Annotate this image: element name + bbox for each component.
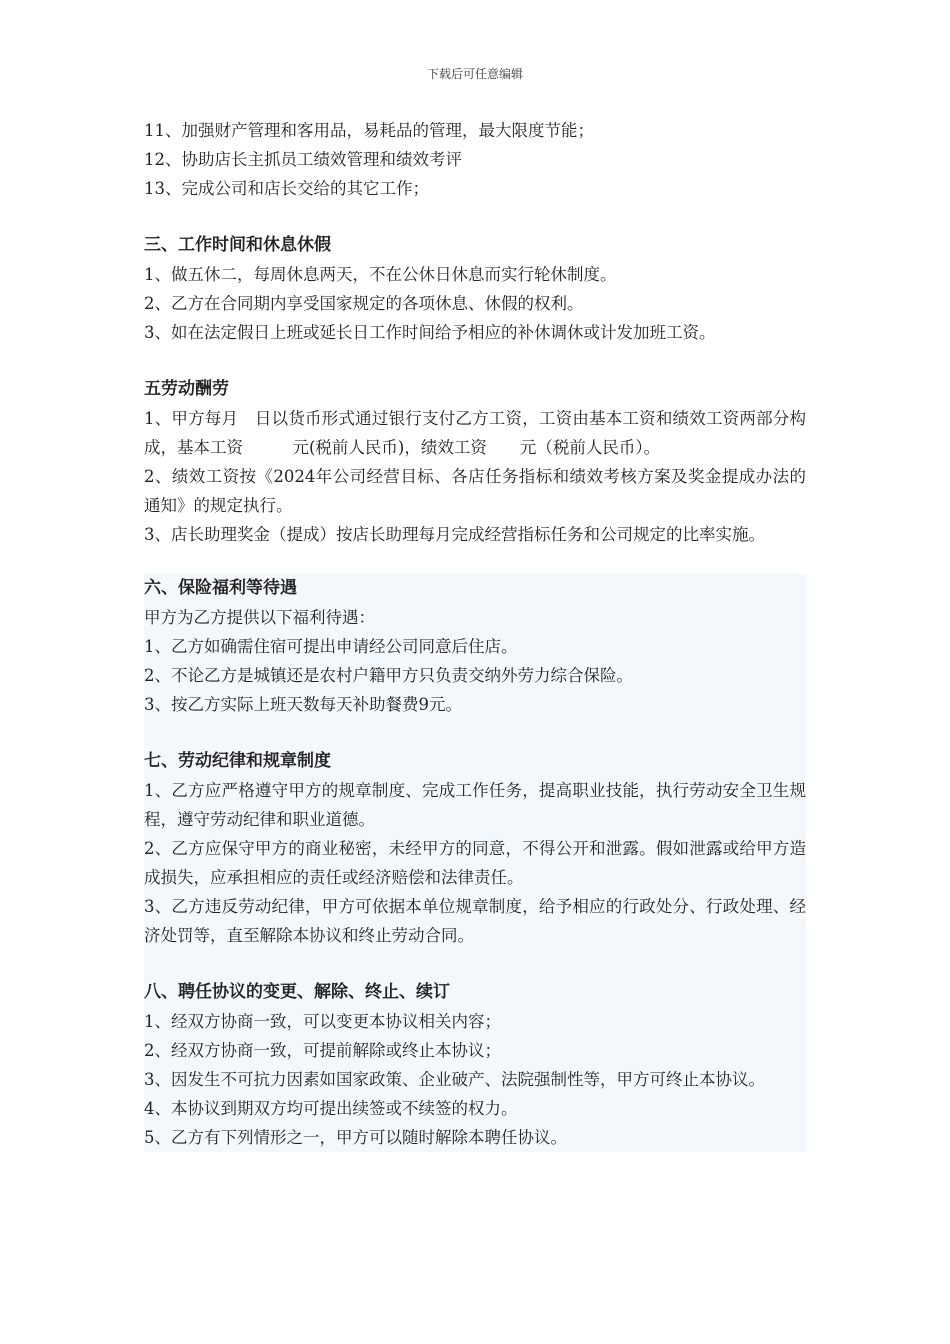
list-item: 1、甲方每月 日以货币形式通过银行支付乙方工资，工资由基本工资和绩效工资两部分构成，基本工资 元(税前人民币)，绩效工资 元（税前人民币）。 bbox=[144, 409, 806, 457]
list-item: 12、协助店长主抓员工绩效管理和绩效考评 bbox=[144, 150, 462, 169]
list-item: 2、乙方在合同期内享受国家规定的各项休息、休假的权利。 bbox=[144, 294, 584, 313]
list-item: 3、店长助理奖金（提成）按店长助理每月完成经营指标任务和公司规定的比率实施。 bbox=[144, 525, 765, 544]
list-item: 2、绩效工资按《2024年公司经营目标、各店任务指标和绩效考核方案及奖金提成办法的通知》的规定执行。 bbox=[144, 467, 806, 515]
list-item: 1、乙方应严格遵守甲方的规章制度、完成工作任务，提高职业技能，执行劳动安全卫生规程，遵守劳动纪律和职业道德。 bbox=[144, 781, 806, 829]
section-heading: 三、工作时间和休息休假 bbox=[144, 235, 331, 255]
list-item: 2、不论乙方是城镇还是农村户籍甲方只负责交纳外劳力综合保险。 bbox=[144, 666, 633, 685]
list-item: 1、做五休二，每周休息两天，不在公休日休息而实行轮休制度。 bbox=[144, 265, 617, 284]
page-header: 下载后可任意编辑 bbox=[426, 67, 523, 81]
list-item: 11、加强财产管理和客用品，易耗品的管理，最大限度节能； bbox=[144, 121, 594, 140]
list-item: 3、如在法定假日上班或延长日工作时间给予相应的补休调休或计发加班工资。 bbox=[144, 323, 716, 342]
section-heading: 六、保险福利等待遇 bbox=[144, 578, 297, 598]
section-heading: 八、聘任协议的变更、解除、终止、续订 bbox=[144, 982, 450, 1002]
list-item: 1、乙方如确需住宿可提出申请经公司同意后住店。 bbox=[144, 637, 518, 656]
list-item: 13、完成公司和店长交给的其它工作； bbox=[144, 179, 429, 198]
list-item: 4、本协议到期双方均可提出续签或不续签的权力。 bbox=[144, 1099, 518, 1118]
section-benefits bbox=[144, 574, 806, 1152]
list-item: 3、因发生不可抗力因素如国家政策、企业破产、法院强制性等，甲方可终止本协议。 bbox=[144, 1070, 765, 1089]
section-remuneration bbox=[144, 375, 806, 549]
section-heading: 七、劳动纪律和规章制度 bbox=[144, 751, 331, 771]
list-item: 3、乙方违反劳动纪律，甲方可依据本单位规章制度，给予相应的行政处分、行政处理、经济处罚等，直至解除本协议和终止劳动合同。 bbox=[144, 897, 806, 945]
section-work-hours bbox=[144, 231, 806, 347]
list-item: 2、乙方应保守甲方的商业秘密，未经甲方的同意，不得公开和泄露。假如泄露或给甲方造成损失，应承担相应的责任或经济赔偿和法律责任。 bbox=[144, 839, 806, 887]
list-item: 3、按乙方实际上班天数每天补助餐费9元。 bbox=[144, 695, 462, 714]
document-body bbox=[144, 116, 806, 1152]
list-item: 2、经双方协商一致，可提前解除或终止本协议； bbox=[144, 1041, 501, 1060]
list-item: 甲方为乙方提供以下福利待遇： bbox=[144, 608, 375, 627]
list-item: 5、乙方有下列情形之一，甲方可以随时解除本聘任协议。 bbox=[144, 1128, 567, 1147]
section-heading: 五劳动酬劳 bbox=[144, 379, 229, 399]
intro-items-section bbox=[144, 116, 806, 203]
list-item: 1、经双方协商一致，可以变更本协议相关内容； bbox=[144, 1012, 501, 1031]
